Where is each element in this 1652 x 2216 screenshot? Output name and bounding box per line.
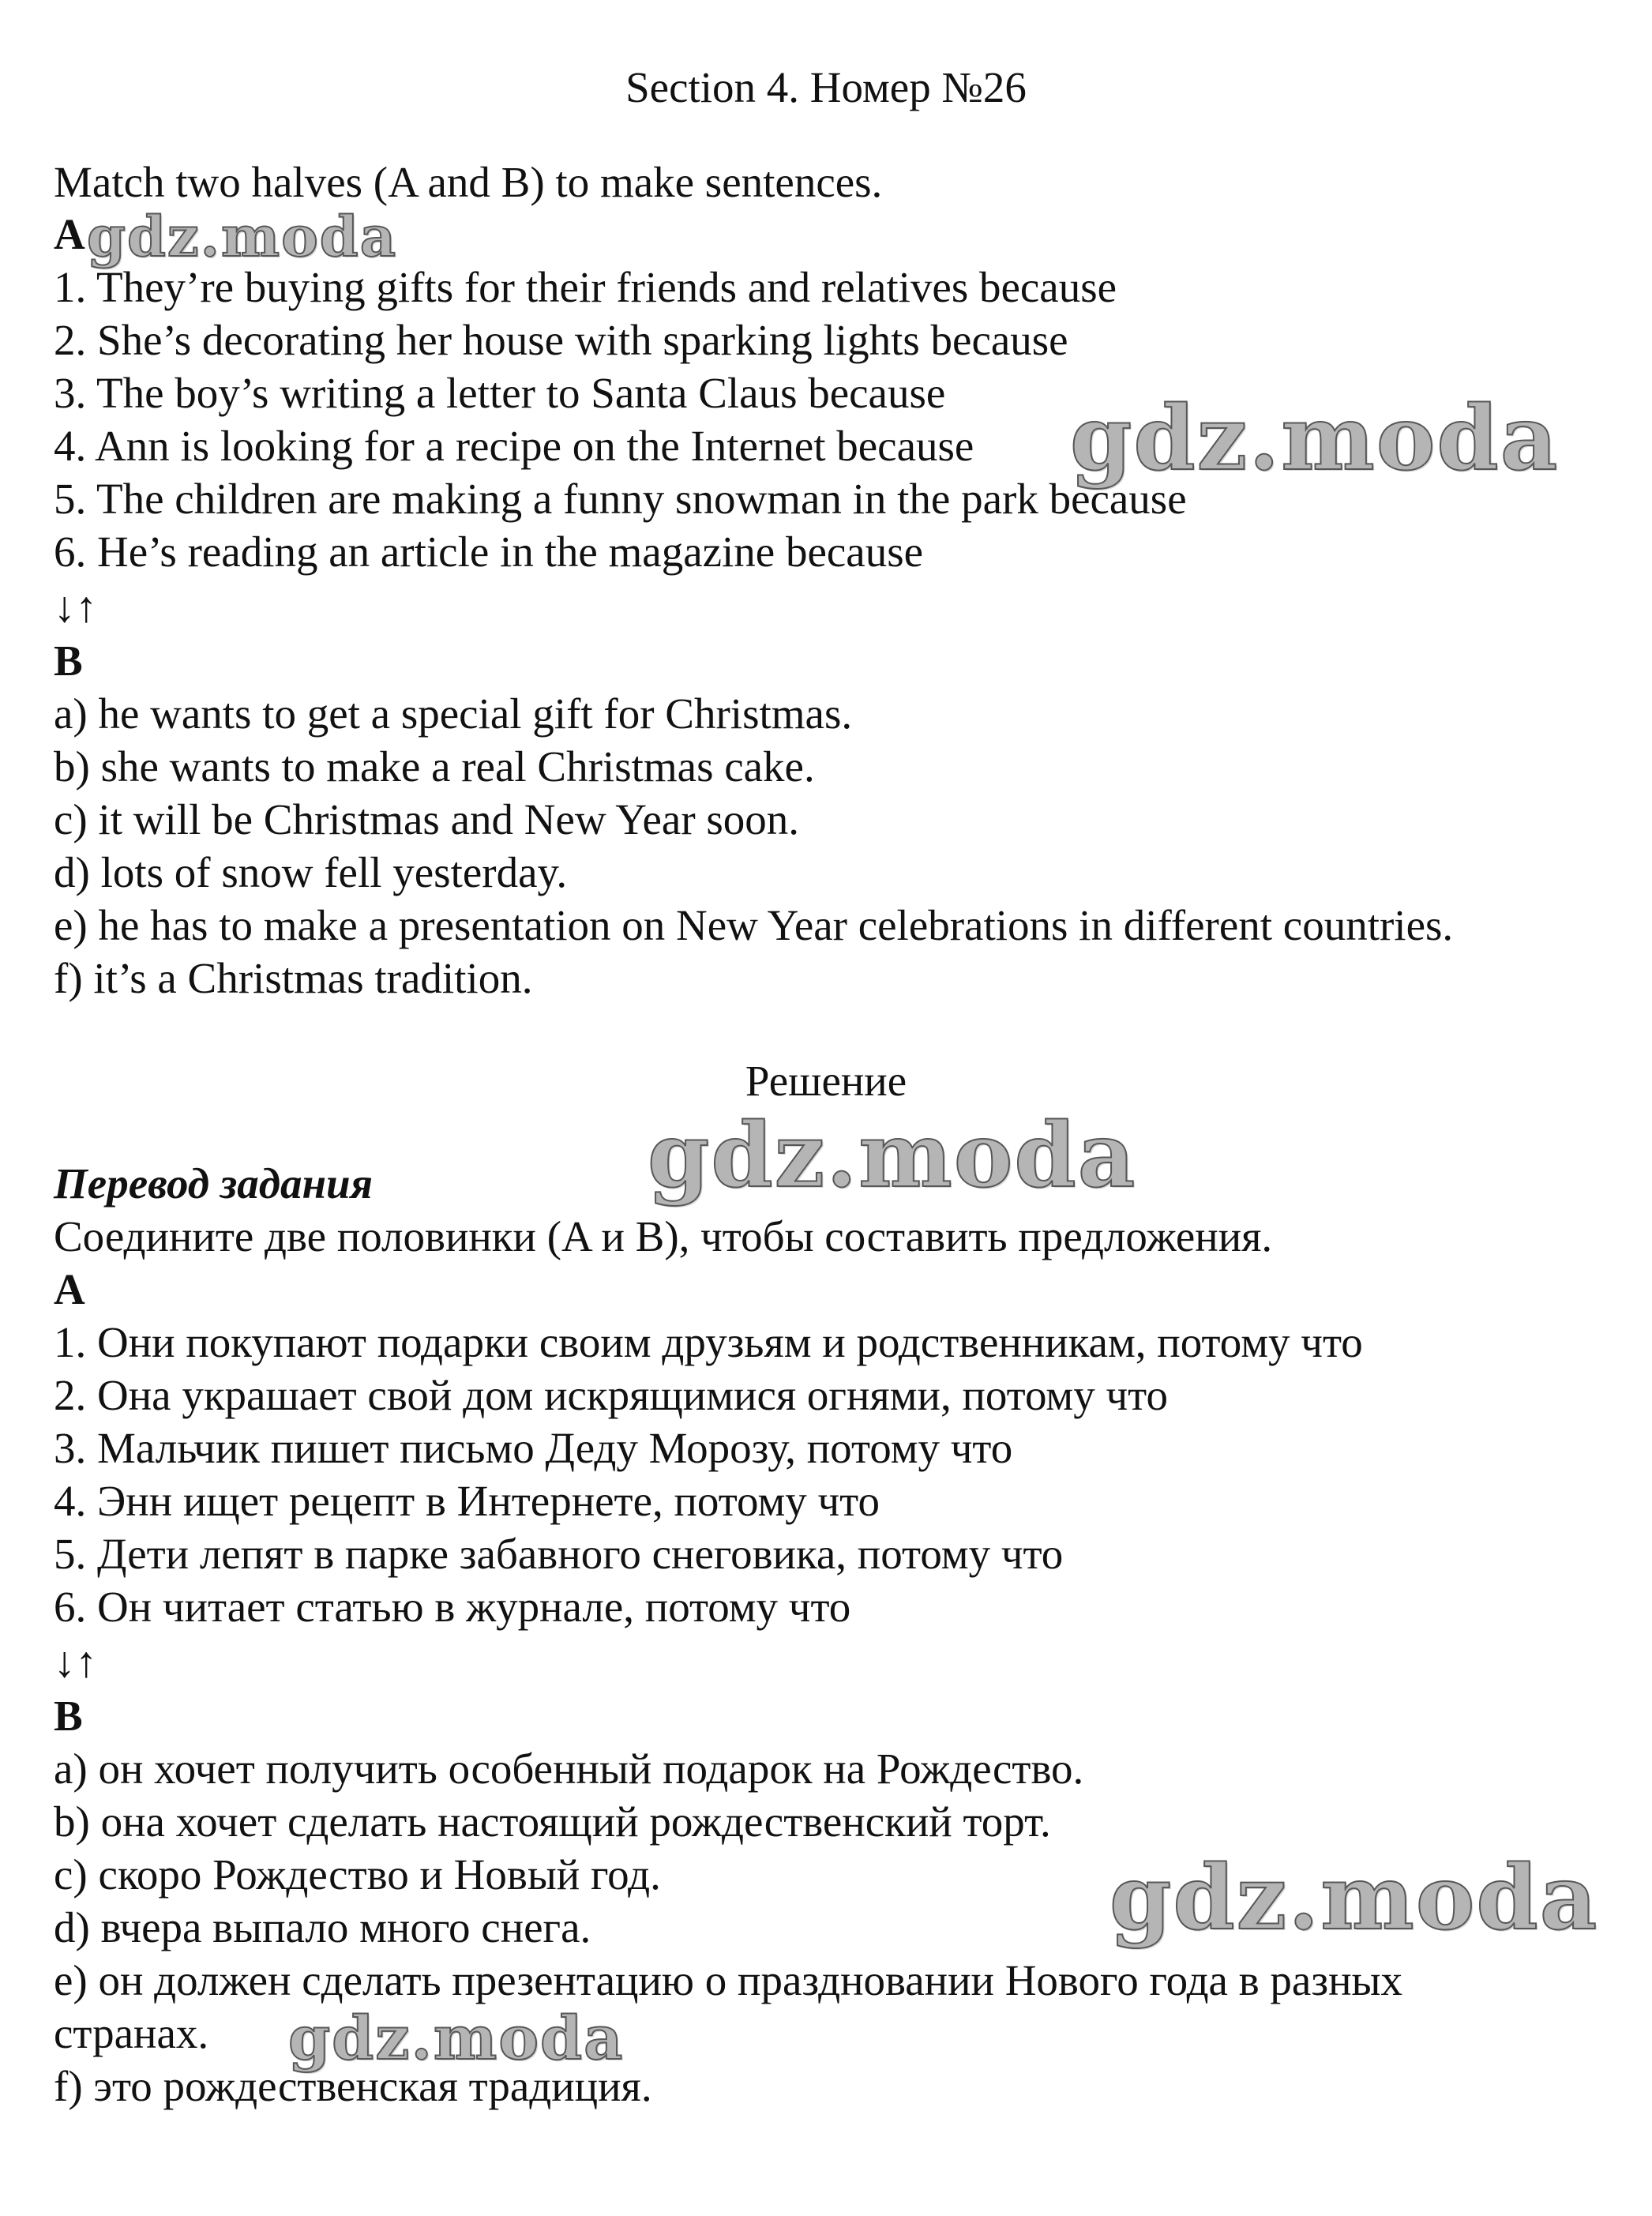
solution-arrows: ↓↑ (54, 1638, 97, 1686)
task-item-a3: 3. The boy’s writing a letter to Santa Claus because (54, 369, 946, 417)
watermark: gdz.moda (648, 1104, 1137, 1208)
solution-instruction: Соедините две половинки (A и B), чтобы составить предложения. (54, 1212, 1273, 1260)
solution-item-b6: f) это рождественская традиция. (54, 2062, 652, 2110)
task-label-b: B (54, 637, 83, 685)
task-item-a1: 1. They’re buying gifts for their friends and relatives because (54, 263, 1117, 311)
solution-label-b: B (54, 1692, 83, 1740)
solution-item-a4: 4. Энн ищет рецепт в Интернете, потому что (54, 1477, 880, 1525)
task-arrows: ↓↑ (54, 583, 97, 631)
watermark: gdz.moda (288, 2003, 625, 2073)
solution-item-a5: 5. Дети лепят в парке забавного снеговика, потому что (54, 1530, 1064, 1578)
solution-item-b1: a) он хочет получить особенный подарок на Рождество. (54, 1745, 1084, 1793)
solution-item-a6: 6. Он читает статью в журнале, потому что (54, 1583, 851, 1631)
solution-item-b2: b) она хочет сделать настоящий рождественский торт. (54, 1797, 1051, 1846)
task-item-a4: 4. Ann is looking for a recipe on the Internet because (54, 422, 974, 470)
watermark: gdz.moda (1070, 387, 1560, 490)
task-instruction: Match two halves (A and B) to make sentences. (54, 158, 883, 206)
translation-heading: Перевод задания (54, 1159, 373, 1208)
task-label-a: A (54, 210, 85, 258)
task-item-b1: a) he wants to get a special gift for Christmas. (54, 689, 853, 738)
solution-item-b5-cont: странах. (54, 2009, 209, 2057)
solution-item-a3: 3. Мальчик пишет письмо Деду Морозу, потому что (54, 1424, 1013, 1472)
solution-heading: Решение (745, 1057, 907, 1105)
solution-label-a: A (54, 1265, 85, 1313)
solution-item-b5: e) он должен сделать презентацию о праздновании Нового года в разных (54, 1956, 1402, 2004)
solution-item-b3: c) скоро Рождество и Новый год. (54, 1850, 661, 1899)
task-item-b3: c) it will be Christmas and New Year soon. (54, 795, 800, 843)
task-item-b2: b) she wants to make a real Christmas cake. (54, 742, 815, 791)
page-title: Section 4. Номер №26 (625, 63, 1027, 111)
task-item-b6: f) it’s a Christmas tradition. (54, 954, 533, 1002)
task-item-b4: d) lots of snow fell yesterday. (54, 848, 568, 896)
solution-item-a2: 2. Она украшает свой дом искрящимися огнями, потому что (54, 1371, 1168, 1419)
task-item-a5: 5. The children are making a funny snowman in the park because (54, 475, 1187, 523)
solution-item-a1: 1. Они покупают подарки своим друзьям и родственникам, потому что (54, 1318, 1363, 1366)
watermark: gdz.moda (87, 204, 398, 269)
task-item-a2: 2. She’s decorating her house with sparking lights because (54, 316, 1068, 364)
solution-item-b4: d) вчера выпало много снега. (54, 1903, 591, 1951)
task-item-a6: 6. He’s reading an article in the magazine because (54, 528, 924, 576)
watermark: gdz.moda (1109, 1846, 1599, 1950)
task-item-b5: e) he has to make a presentation on New Year celebrations in different countries. (54, 901, 1454, 949)
